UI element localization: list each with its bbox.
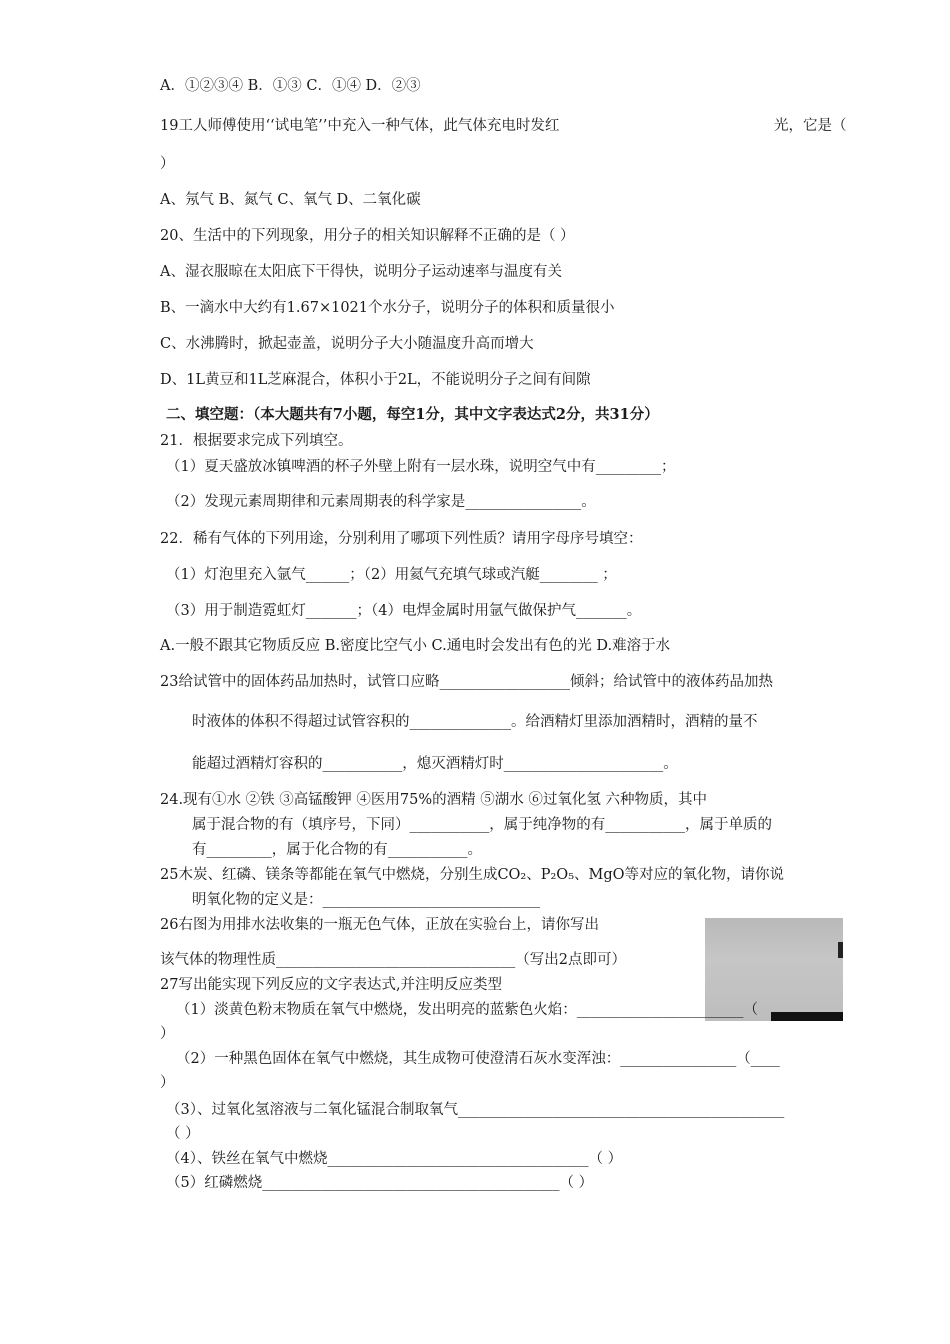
q22-stem: 22．稀有气体的下列用途，分别利用了哪项下列性质？请用字母序号填空： xyxy=(160,531,643,547)
q19-stem: 19工人师傅使用‘‘试电笔’’中充入一种气体，此气体充电时发红 xyxy=(160,118,560,134)
section-heading: 二、填空题：（本大题共有7小题，每空1分，其中文字表达式2分，共31分） xyxy=(166,406,659,423)
q27-part3-paren: （ ） xyxy=(166,1126,200,1142)
q24-line2: 属于混合物的有（填序号，下同）___________，属于纯净物的有___________，属于单质的 xyxy=(192,817,772,833)
q22-parts-1-2: （1）灯泡里充入氩气______；（2）用氦气充填气球或汽艇________ ； xyxy=(166,567,617,583)
q27-stem: 27写出能实现下列反应的文字表达式,并注明反应类型 xyxy=(160,977,503,993)
q27-part2: （2）一种黑色固体在氧气中燃烧，其生成物可使澄清石灰水变浑浊：________________（____ xyxy=(176,1051,780,1067)
q26-line2: 该气体的物理性质_________________________________（写出2点即可） xyxy=(160,952,626,968)
q21-part2: （2）发现元素周期律和元素周期表的科学家是________________。 xyxy=(166,494,596,510)
q19-options: A、氖气 B、氮气 C、氧气 D、二氧化碳 xyxy=(160,192,421,208)
q21-stem: 21．根据要求完成下列填空。 xyxy=(160,433,353,449)
q23-line3: 能超过酒精灯容积的___________，熄灭酒精灯时______________________。 xyxy=(192,756,678,772)
q21-part1: （1）夏天盛放冰镇啤酒的杯子外壁上附有一层水珠，说明空气中有_________； xyxy=(166,459,676,475)
q27-part3: （3）、过氧化氢溶液与二氧化锰混合制取氧气_____________________________________________ xyxy=(166,1102,785,1118)
q18-options: A．①②③④ B．①③ C．①④ D．②③ xyxy=(160,78,421,94)
q25-line1: 25木炭、红磷、镁条等都能在氧气中燃烧，分别生成CO₂、P₂O₅、MgO等对应的氧化物，请你说 xyxy=(160,867,785,883)
q20-option-b: B、一滴水中大约有1.67×1021个水分子，说明分子的体积和质量很小 xyxy=(160,300,615,316)
q20-option-c: C、水沸腾时，掀起壶盖，说明分子大小随温度升高而增大 xyxy=(160,336,534,352)
q20-option-d: D、1L黄豆和1L芝麻混合，体积小于2L，不能说明分子之间有间隙 xyxy=(160,372,591,388)
q23-line2: 时液体的体积不得超过试管容积的______________。给酒精灯里添加酒精时，酒精的量不 xyxy=(192,714,758,730)
q27-part4: （4）、铁丝在氧气中燃烧____________________________________（ ） xyxy=(166,1151,623,1167)
q27-part1: （1）淡黄色粉末物质在氧气中燃烧，发出明亮的蓝紫色火焰：_______________________（ xyxy=(176,1002,758,1018)
q20-stem: 20、生活中的下列现象，用分子的相关知识解释不正确的是（ ） xyxy=(160,228,575,244)
q19-stem-end: 光，它是（ xyxy=(774,118,847,134)
q22-parts-3-4: （3）用于制造霓虹灯_______；（4）电焊金属时用氩气做保护气_______。 xyxy=(166,603,642,619)
q26-line1: 26右图为用排水法收集的一瓶无色气体，正放在实验台上，请你写出 xyxy=(160,917,599,933)
q27-part1-paren: ） xyxy=(160,1026,175,1042)
q19-paren: ） xyxy=(160,156,175,172)
photo-dark-edge xyxy=(838,942,843,958)
q27-part2-paren: ） xyxy=(160,1075,175,1091)
q24-line1: 24.现有①水 ②铁 ③高锰酸钾 ④医用75%的酒精 ⑤湖水 ⑥过氧化氢 六种物质，其中 xyxy=(160,792,707,808)
q22-options: A.一般不跟其它物质反应 B.密度比空气小 C.通电时会发出有色的光 D.难溶于水 xyxy=(160,638,671,654)
q20-option-a: A、湿衣服晾在太阳底下干得快，说明分子运动速率与温度有关 xyxy=(160,264,562,280)
q24-line3: 有_________，属于化合物的有___________。 xyxy=(192,842,482,858)
q23-line1: 23给试管中的固体药品加热时，试管口应略__________________倾斜；给试管中的液体药品加热 xyxy=(160,674,773,690)
q25-line2: 明氧化物的定义是：______________________________ xyxy=(192,892,540,908)
photo-table-edge xyxy=(771,1012,843,1021)
q27-part5: （5）红磷燃烧_________________________________________（ ） xyxy=(166,1175,594,1191)
